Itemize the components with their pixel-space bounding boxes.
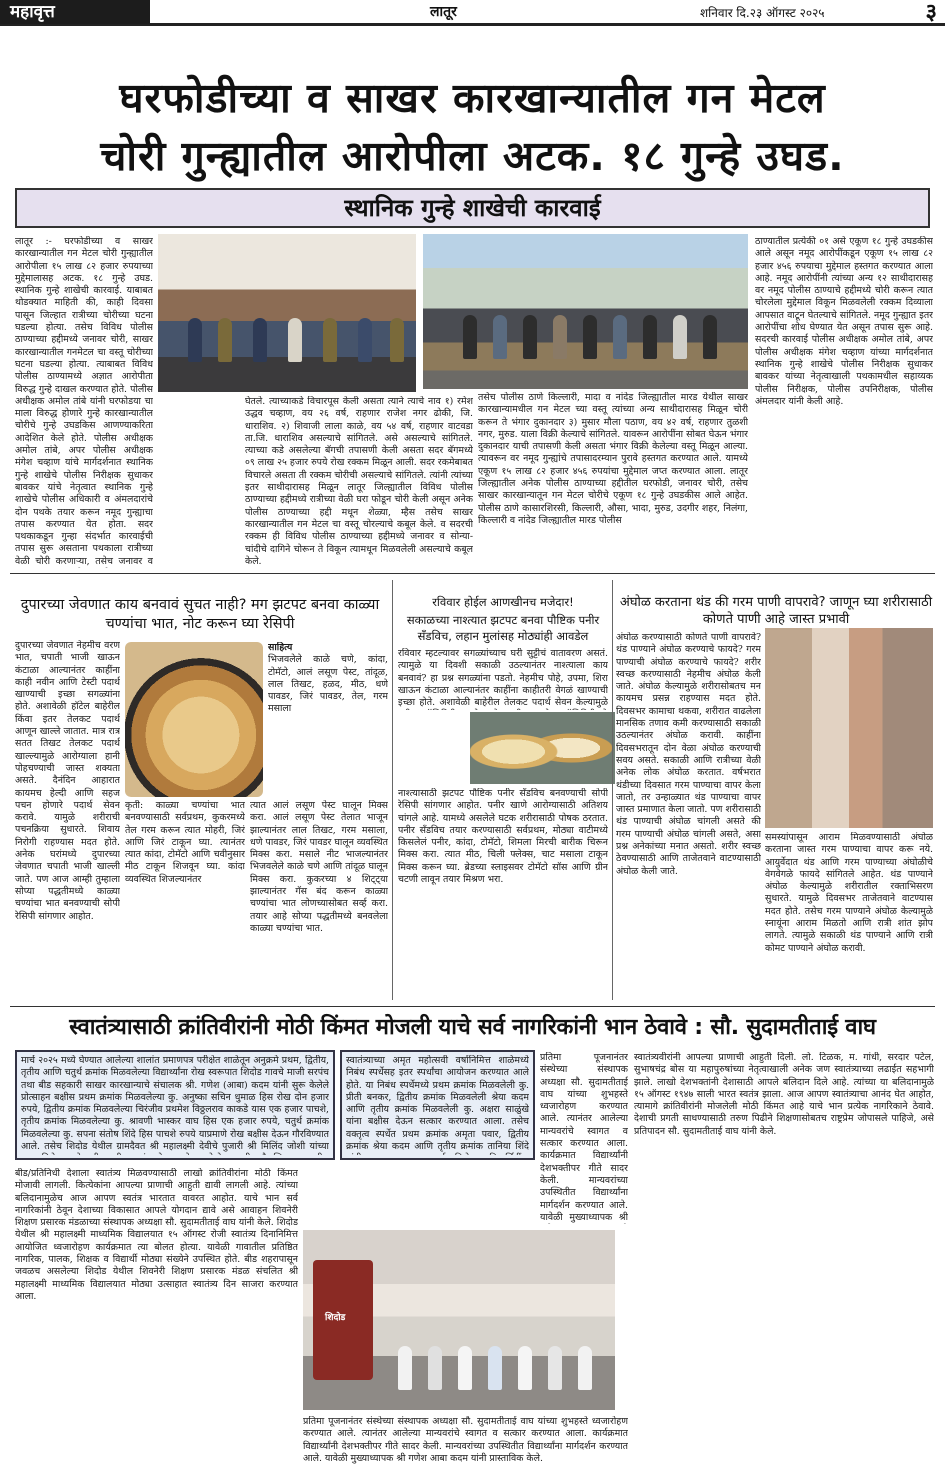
lead-col-2: घेतले. त्याच्याकडे विचारपूस केली असता त्याने त्याचे नाव १) रमेश उद्धव चव्हाण, वय २६ वर्ष, राहणार राजेश नगर ढोकी, जि. धाराशिव. २) शिवाजी लाला काळे, वय ५४ वर्ष, राहणार वाटवडा ता.जि. धाराशिव असल्याचे सांगितले. असे असल्याचे सांगितले. त्याच्या कडे असलेल्या बॅगची तपासणी केली असता सदर बॅगमध्ये ०९ लाख २५ हजार रुपये रोख रक्कम मिळून आली. सदर रकमेबाबत विचारले असता ती रक्कम चोरीची असल्याचे सांगितले. त्यांनी त्यांच्या इतर साथीदारासह मिळून लातूर जिल्ह्यातील विविध पोलीस ठाण्याच्या हद्दीमध्ये रात्रीच्या वेळी घरा फोडून चोरी केली असून अनेक पोलीस ठाण्याच्या हद्दी मधून शेळ्या, म्हैस तसेच साखर कारखान्यातील गन मेटल चा वस्तू चोरल्याचे कबूल केले. व सदरची रक्कम ही विविध पोलीस ठाण्याच्या हद्दीमध्ये जनावर व सोन्या-चांदीचे दागिने चोरून ते विकून त्यामधून मिळवलेली असल्याचे कबूल केले. — [245, 396, 473, 567]
page-number: ३ — [925, 0, 937, 25]
lead-col-1: लातूर :- घरफोडीच्या व साखर कारखान्यातील गन मेटल चोरी गुन्ह्यातील आरोपीला १५ लाख ८२ हजार रुपयाच्या मुद्देमालासह अटक. १८ गुन्हे उघड. स्थानिक गुन्हे शाखेची कारवाई. याबाबत थोडक्यात माहिती की, काही दिवसा पासून जिल्हात रात्रीच्या चोरीच्या घटना घडल्या होत्या. तसेच विविध पोलीस ठाण्याच्या हद्दीमध्ये जनावर चोरी, साखर कारखान्यातील गनमेटल चा वस्तू चोरीच्या घटना घडल्या होत्या. त्याबाबत विविध पोलीस ठाण्यामध्ये अज्ञात आरोपीता विरुद्ध गुन्हे दाखल करण्यात होते. पोलीस अधीक्षक अमोल तांबे यांनी घरफोडया चा माला विरुद्ध होणारे गुन्हे कारखान्यातील चोरीचे गुन्हे उघडकिस आणण्याकरिता आदेशित केले होते. पोलीस अधीक्षक अमोल तांबे, अपर पोलीस अधीक्षक मंगेश चव्हाण यांचे मार्गदर्शनात स्थानिक गुन्हे शाखेचे पोलीस निरीक्षक सुधाकर बावकर यांचे नेतृत्वात स्थानिक गुन्हे शाखेचे पोलीस अधिकारी व अंमलदारांचे दोन पथके तयार करून नमूद गुन्ह्याचा तपास करण्यात येत होता. सदर पथकाकडून गुन्हा संदर्भात कारवाईची तपास सुरू असताना पथकाला रात्रीच्या वेळी चोरी करणाऱ्या, तसेच जनावर व — [15, 236, 153, 567]
lead-headline-line-2: चोरी गुन्ह्यातील आरोपीला अटक. १८ गुन्हे उघड. — [100, 132, 845, 180]
column-rule — [612, 580, 613, 1000]
ingredients-heading: साहित्य — [268, 642, 293, 653]
seized-goods-photo — [423, 234, 748, 389]
sandwich-col-2: नाश्त्यासाठी झटपट पौष्टिक पनीर सँडविच बनवण्याची सोपी रेसिपी सांगणार आहोत. पनीर खाणे आरोग्यासाठी अतिशय चांगले आहे. यामध्ये असलेले घटक शरीरासाठी पोषक ठरतात. पनीर सँडविच तयार करण्यासाठी सर्वप्रथम, मोठ्या वाटीमध्ये किसलेलं पनीर, कांदा, टोमॅटो, शिमला मिरची बारीक चिरून मिक्स करा. त्यात मीठ, चिली फ्लेक्स, चाट मसाला टाकून मिक्स करून घ्या. ब्रेडच्या स्लाइसवर टोमॅटो सॉस आणि ग्रीन चटणी लावून तयार मिश्रण भरा. — [398, 788, 608, 886]
lead-subhead-bar: स्थानिक गुन्हे शाखेची कारवाई — [15, 188, 930, 228]
event-stage-photo — [303, 1230, 615, 1410]
meeting-col-6: प्रतिमा पूजनानंतर संस्थेच्या संस्थापक अध्यक्षा सौ. सुदामतीताई वाघ यांच्या शुभहस्ते ध्वजारोहण करण्यात आले. त्यानंतर आलेल्या मान्यवरांचे स्वागत व सत्कार करण्यात आला. कार्यक्रमात विद्यार्थ्यांनी देशभक्तीपर गीते सादर केली. मान्यवरांच्या उपस्थितीत विद्यार्थ्यांना मार्गदर्शन करण्यात आले. यावेळी मुख्याध्यापक श्री गणेश आबा कदम यांनी प्रास्ताविक केले. — [303, 1416, 628, 1464]
prize-box-1-text: मार्च २०२५ मध्ये घेण्यात आलेल्या शालांत प्रमाणपत्र परीक्षेत शाळेतून अनुक्रमे प्रथम, द्वितीय, तृतीय आणि चतुर्थ क्रमांक मिळवलेल्या विद्यार्थ्यांना रोख स्वरूपात शिदोड गावचे माजी सरपंच तथा बीड सहकारी साखर कारखान्याचे संचालक श्री. गणेश (आबा) कदम यांनी सुरू केलेले प्रोत्साहन बक्षीस प्रथम क्रमांक मिळवलेल्या कु. अनुष्का सचिन धुमाळ हिस रोख दोन हजार रुपये, द्वितीय क्रमांक मिळवलेल्या चिरंजीव प्रथमेश विठ्ठलराव काकडे यास एक हजार पाचशे, तृतीय क्रमांक मिळवलेल्या कु. श्रावणी भास्कर वाघ हिस एक हजार रुपये, चतुर्थ क्रमांक मिळवलेल्या कु. सपना संतोष शिंदे हिस पाचशे रुपये याप्रमाणे रोख बक्षीस देऊन गौरविण्यात आले. तसेच शिदोड येथील ग्रामदैवत श्री महालक्ष्मी देवीचे पुजारी श्री मिलिंद जोशी यांच्या — [21, 1055, 329, 1153]
recipe-col-3: कृती: काळ्या चण्यांचा भात बनवण्यासाठी सर्वप्रथम, कुकरमध्ये तेल गरम करून त्यात मोहरी, जिरं आणि जिरं टाकून घ्या. त्यानंतर त्यात कांदा, टोमॅटो आणि चवीनुसार मीठ टाकून शिजवून घ्या. कांदा व्यवस्थित शिजल्यानंतर — [125, 800, 245, 885]
prize-box-1 — [15, 1050, 335, 1160]
column-rule — [392, 580, 393, 1000]
prize-box-2-text: स्वातंत्र्याच्या अमृत महोत्सवी वर्षानिमित्त शाळेमध्ये निबंध स्पर्धेसह इतर स्पर्धांचा आयोजन करण्यात आले होते. या निबंध स्पर्धेमध्ये प्रथम क्रमांक मिळवलेली कु. प्रीती बनकर, द्वितीय क्रमांक मिळवलेली श्रेया कदम आणि तृतीय क्रमांक मिळवलेली कु. अक्षरा साळुंखे यांना बक्षीस देऊन सत्कार करण्यात आला. तसेच वक्तृत्व स्पर्धेत प्रथम क्रमांक अमृता पवार, द्वितीय क्रमांक श्रेया कदम आणि तृतीय क्रमांक तानिया शिंदे — [346, 1055, 529, 1153]
prize-box-2 — [340, 1050, 535, 1160]
section-divider — [10, 1006, 935, 1007]
bath-headline: अंघोळ करताना थंड की गरम पाणी वापरावे? जाणून घ्या शरीरासाठी कोणते पाणी आहे जास्त प्रभावी — [619, 595, 933, 627]
lead-col-4: ठाण्यातील प्रत्येकी ०१ असे एकूण १८ गुन्हे उघडकीस आले असून नमूद आरोपींकडून एकूण १५ लाख ८२ हजार ४५६ रुपयाचा मुद्देमाल हस्तगत करण्यात आला आहे. नमूद आरोपींनी त्यांच्या अन्य १२ साथीदारासह वर नमूद पोलीस ठाण्याचे हद्दीमध्ये चोरी करून त्यात चोरलेला मुद्देमाल विकून मिळवलेली रक्कम दिव्याला आपसात वाटून घेतल्याचे सांगितले. नमूद गुन्ह्यात इतर आरोपींचा शोध घेण्यात येत असून तपास सुरू आहे. सदरची कारवाई पोलीस अधीक्षक अमोल तांबे, अपर पोलीस अधीक्षक मंगेश चव्हाण यांच्या मार्गदर्शनात स्थानिक गुन्हे शाखेचे पोलीस निरीक्षक सुधाकर बावकर यांच्या नेतृत्वाखाली पथकामधील सहाय्यक पोलीस निरीक्षक, पोलीस उपनिरीक्षक, पोलीस अंमलदार यांनी केली आहे. — [755, 236, 933, 407]
sandwich-kicker: रविवार होईल आणखीनच मजेदार! — [432, 595, 574, 609]
section-divider — [10, 573, 935, 574]
newspaper-brand: महावृत्त — [0, 0, 150, 24]
issue-date: शनिवार दि.२३ ऑगस्ट २०२५ — [700, 6, 825, 20]
meeting-headline: स्वातंत्र्यासाठी क्रांतिवीरांनी मोठी किंमत मोजली याचे सर्व नागरिकांनी भान ठेवावे : सौ. सुदामतीताई वाघ — [69, 1015, 876, 1040]
banner-caption: शिदोड — [325, 1313, 346, 1323]
lead-headline-line-1: घरफोडीच्या व साखर कारखान्यातील गन मेटल — [119, 74, 826, 122]
shower-photo — [765, 628, 933, 828]
police-press-photo — [158, 234, 416, 392]
school-banner — [313, 1260, 373, 1380]
bath-col-1: अंघोळ करण्यासाठी कोणते पाणी वापरावे? थंड पाण्याने अंघोळ करण्याचे फायदे? गरम पाण्याची अंघोळ करण्याचे फायदे? शरीर स्वच्छ करण्यासाठी नेहमीच अंघोळ केली जाते. अंघोळ केल्यामुळे शरीरासोबतच मन कायमच प्रसन्न राहण्यास मदत होते. दिवसभर कामाचा थकवा, शरीरात वाढलेला मानसिक तणाव कमी करण्यासाठी सकाळी उठल्यानंतर अंघोळ करावी. काहींना दिवसभरातून दोन वेळा अंघोळ करण्याची सवय असते. सकाळी आणि रात्रीच्या वेळी अनेक लोक अंघोळ करतात. वर्षभरात थंडीच्या दिवसात गरम पाण्याचा वापर केला जातो, तर उन्हाळ्यात थंड पाण्याचा वापर जास्त प्रमाणात केला जातो. पण शरीरासाठी थंड पाण्याची अंघोळ चांगली असते की गरम पाण्याची अंघोळ चांगली असते, असा प्रश्न अनेकांच्या मनात असतो. शरीर स्वच्छ ठेवण्यासाठी आणि ताजेतवाने वाटण्यासाठी अंघोळ केली जाते. — [616, 632, 761, 877]
recipe-col-4: त्यात आलं लसूण पेस्ट घालून मिक्स करा. आलं लसूण पेस्ट तेलात भाजून झाल्यानंतर लाल तिखट, गरम मसाला, धणे पावडर, जिरं पावडर घालून व्यवस्थित मिक्स करा. मसाले नीट भाजल्यानंतर भिजवलेले काळे चणे आणि तांदूळ घालून मिक्स करा. कुकरच्या ४ शिट्ट्या झाल्यानंतर गॅस बंद करून काळ्या चण्यांचा भात लोणच्यासोबत सर्व्ह करा. तयार आहे सोप्या पद्धतीमध्ये बनवलेला काळ्या चण्यांचा भात. — [250, 800, 388, 934]
lead-col-3: तसेच पोलीस ठाणे किल्लारी, मादा व नांदेड जिल्ह्यातील मारड येथील साखर कारखान्यामधील गन मेटल च्या वस्तू त्यांच्या अन्य साथीदारासह मिळून चोरी करून ते भंगार दुकानदार ३) मुसार मौला पठाण, वय ४२ वर्ष, राहणार तुळशी नगर, मुरुड. याला विक्री केल्याचे सांगितले. यावरून आरोपींना सोबत घेऊन भंगार दुकानदार याची तपासणी केली असता भंगार विक्री केलेल्या वस्तू मिळून आल्या. त्यावरून वर नमूद गुन्ह्यांचे तपासादरम्यान पुरावे हस्तगत करण्यात आले. यामध्ये एकूण १५ लाख ८२ हजार ४५६ रुपयांचा मुद्देमाल जप्त करण्यात आला. लातूर जिल्ह्यातील अनेक पोलीस ठाण्याच्या हद्दीतील घरफोडी, जनावर चोरी, तसेच साखर कारखान्यातून गन मेटल चोरीचे एकूण १८ गुन्हे उघडकीस आले आहेत. पोलीस ठाणे कासारशिरसी, किल्लारी, औसा, भादा, मुरुड, उदगीर शहर, निलंगा, किल्लारी व नांदेड जिल्ह्यातील मारड पोलीस — [478, 392, 748, 526]
recipe-headline: दुपारच्या जेवणात काय बनवावं सुचत नाही? मग झटपट बनवा काळ्या चण्यांचा भात, नोट करून घ्या रेसिपी — [20, 597, 380, 632]
recipe-col-2 — [268, 642, 388, 797]
bath-col-2: समस्यांपासून आराम मिळवण्यासाठी अंघोळ करताना जास्त गरम पाण्याचा वापर करू नये. आयुर्वेदात थंड आणि गरम पाण्याच्या अंघोळीचे वेगवेगळे फायदे सांगितले आहेत. थंड पाण्याने अंघोळ केल्यामुळे शरीरातील रक्ताभिसरण सुधारते. यामुळे दिवसभर ताजेतवाने वाटण्यास मदत होते. तसेच गरम पाण्याने अंघोळ केल्यामुळे स्नायूंना आराम मिळतो आणि रात्री शांत झोप लागते. त्यामुळे सकाळी थंड पाण्याने आणि रात्री कोमट पाण्याने अंघोळ करावी. — [765, 832, 933, 954]
masthead — [0, 0, 945, 26]
meeting-col-5: बीड/प्रतिनिधी देशाला स्वातंत्र्य मिळवण्यासाठी लाखो क्रांतिवीरांना मोठी किंमत मोजावी लागली. कित्येकांना आपल्या प्राणाची आहुती द्यावी लागली आहे. त्यांच्या बलिदानामुळेच आज आपण स्वतंत्र भारतात वावरत आहोत. याचे भान सर्व नागरिकांनी ठेवून देशाच्या विकासात आपले योगदान द्यावे असे आवाहन शिवनेरी शिक्षण प्रसारक मंडळाच्या संस्थापक अध्यक्षा सौ. सुदामतीताई वाघ यांनी केले. शिदोड येथील श्री महालक्ष्मी माध्यमिक विद्यालयात १५ ऑगस्ट रोजी स्वातंत्र्य दिनानिमित्त आयोजित ध्वजारोहण कार्यक्रमात त्या बोलत होत्या. यावेळी गावातील प्रतिष्ठित नागरिक, पालक, शिक्षक व विद्यार्थी मोठ्या संख्येने उपस्थित होते. बीड शहरापासून जवळच असलेल्या शिदोड येथील शिवनेरी शिक्षण प्रसारक मंडळ संचलित श्री महालक्ष्मी माध्यमिक विद्यालयात मोठ्या उत्साहात स्वातंत्र्य दिन साजरा करण्यात आला. — [15, 1168, 298, 1302]
ingredients-list: भिजवलेले काळे चणे, कांदा, टोमॅटो, आलं लसूण पेस्ट, तांदूळ, लाल तिखट, हळद, मीठ, धणे पावडर, जिरं पावडर, तेल, गरम मसाला — [268, 654, 388, 715]
sandwich-headline: सकाळच्या नाश्त्यात झटपट बनवा पौष्टिक पनीर सँडविच, लहान मुलांसह मोठ्यांही आवडेल — [406, 613, 600, 643]
meeting-col-4: स्वातंत्र्यवीरांनी आपल्या प्राणाची आहुती दिली. लो. टिळक, म. गांधी, सरदार पटेल, सुभाषचंद्र बोस या महापुरुषांच्या नेतृत्वाखाली अनेक जण स्वातंत्र्याच्या लढाईत सहभागी झाले. लाखो देशभक्तांनी देशासाठी आपले बलिदान दिले आहे. त्यांच्या या बलिदानामुळे १५ ऑगस्ट १९४७ साली भारत स्वतंत्र झाला. आज आपण स्वातंत्र्याचा आनंद घेत आहोत, त्यामागे क्रांतिवीरांनी मोजलेली मोठी किंमत आहे याचे भान प्रत्येक नागरिकाने ठेवावे. देशाची प्रगती साधण्यासाठी तरुण पिढीने शिक्षणासोबतच राष्ट्रप्रेम जोपासले पाहिजे, असे प्रतिपादन सौ. सुदामतीताई वाघ यांनी केले. — [634, 1052, 934, 1137]
sandwich-col-1a: रविवार म्हटल्यावर सगळ्यांच्याच घरी सुट्टीचं वातावरण असतं. त्यामुळे या दिवशी सकाळी उठल्यानंतर नाश्त्याला काय बनवावं? हा प्रश्न सगळ्यांना पडतो. नेहमीच पोहे, उपमा, शिरा खाऊन कंटाळा आल्यानंतर काहींना काहीतरी वेगळं खाण्याची इच्छा होते. अशावेळी बाहेरील तेलकट पदार्थ सेवन केल्यामुळे — [398, 648, 608, 709]
meeting-col-3: प्रतिमा पूजनानंतर संस्थेच्या संस्थापक अध्यक्षा सौ. सुदामतीताई वाघ यांच्या शुभहस्ते ध्वजारोहण करण्यात आले. त्यानंतर आलेल्या मान्यवरांचे स्वागत व सत्कार करण्यात आला. कार्यक्रमात विद्यार्थ्यांनी देशभक्तीपर गीते सादर केली. मान्यवरांच्या उपस्थितीत विद्यार्थ्यांना मार्गदर्शन करण्यात आले. यावेळी मुख्याध्यापक श्री — [540, 1052, 628, 1223]
recipe-col-1: दुपारच्या जेवणात नेहमीच वरण भात, चपाती भाजी खाऊन कंटाळा आल्यानंतर काहींना काही नवीन आणि टेस्टी पदार्थ खाण्याची इच्छा सगळ्यांना होते. अशावेळी हॉटेल बाहेरील किंवा इतर तेलकट पदार्थ आणून खाल्ले जातात. मात्र रात्र सतत तिखट तेलकट पदार्थ खाल्ल्यामुळे आरोग्याला हानी पोहचण्याची जास्त शक्यता असते. दैनंदिन आहारात कायमच हेल्दी आणि सहज पचन होणारे पदार्थ सेवन करावे. यामुळे शरीराची पचनक्रिया सुधारते. शिवाय निरोगी राहण्यास मदत होते. अनेक घरांमध्ये दुपारच्या जेवणात चपाती भाजी खाल्ली जाते. पण आज आम्ही तुम्हाला सोप्या पद्धतीमध्ये काळ्या चण्यांचा भात बनवण्याची सोपी रेसिपी सांगणार आहोत. — [15, 640, 120, 922]
city-name: लातूर — [430, 4, 457, 20]
sandwich-photo — [470, 712, 615, 784]
rice-dish-photo — [125, 642, 263, 797]
